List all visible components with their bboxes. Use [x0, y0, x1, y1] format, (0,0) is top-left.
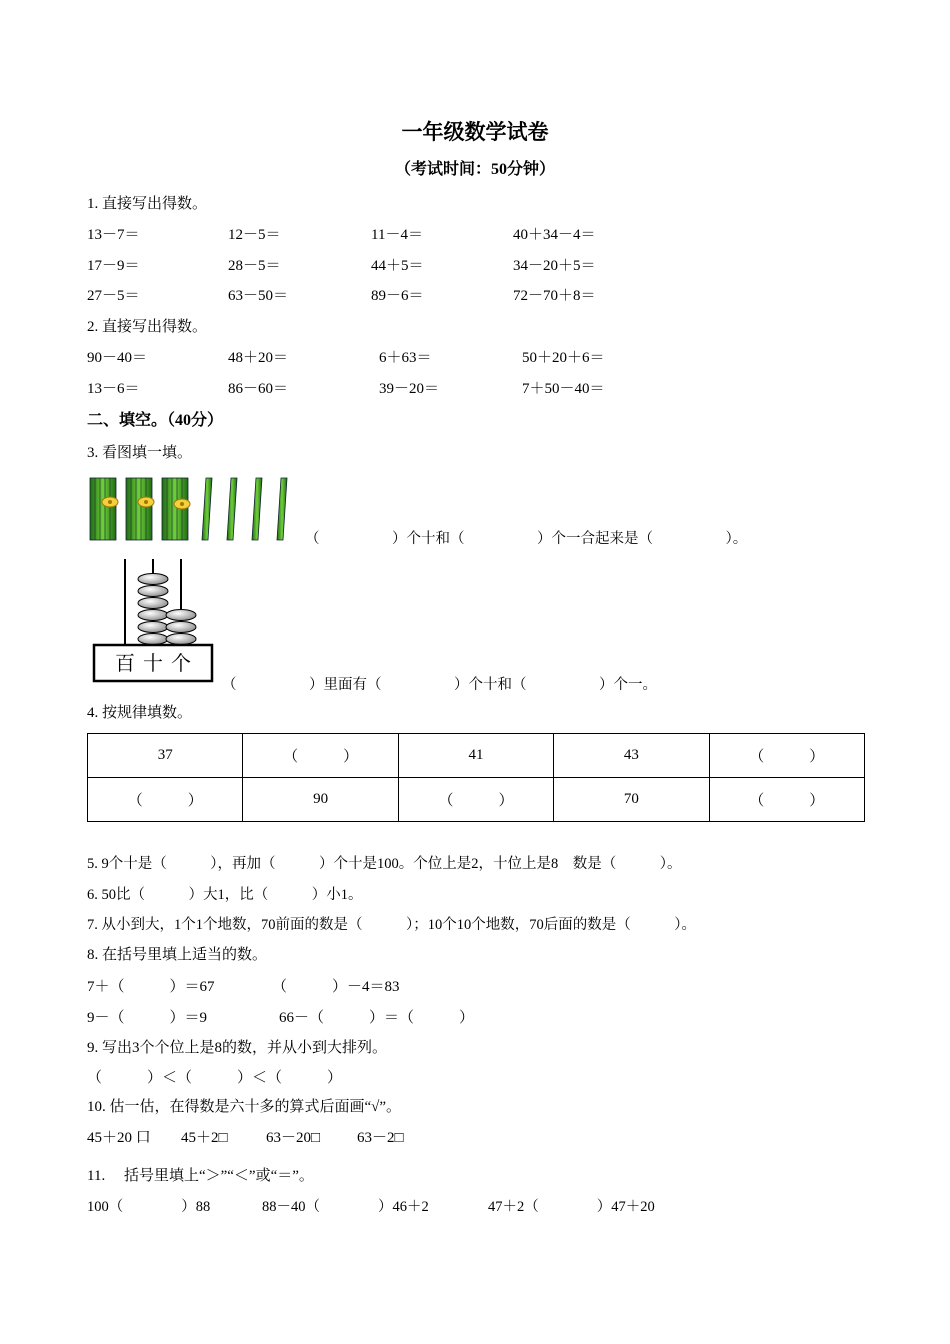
section-heading: 二、填空。（40分） — [87, 412, 224, 429]
abacus-illustration — [92, 557, 214, 684]
q9-answer: （ ）＜（ ）＜（ ） — [87, 1070, 343, 1086]
q2-label: 2. 直接写出得数。 — [87, 319, 208, 335]
q2-item: 13－6＝ — [87, 381, 140, 397]
table-cell: （ ） — [709, 778, 864, 822]
q11-item: 47＋2（ ）47＋20 — [488, 1199, 655, 1215]
table-cell: （ ） — [88, 778, 243, 822]
abacus-bead-icon — [138, 574, 196, 645]
q1-item: 13－7＝ — [87, 227, 140, 243]
page-title: 一年级数学试卷 — [401, 120, 549, 144]
abacus-label: 十 — [143, 651, 163, 675]
q1-label: 1. 直接写出得数。 — [87, 196, 208, 212]
q3-abacus-answer: （ ）里面有（ ）个十和（ ）个一。 — [222, 677, 657, 693]
q3-sticks-answer: （ ）个十和（ ）个一合起来是（ ）。 — [305, 531, 748, 547]
q10-item: 45＋2□ — [181, 1130, 228, 1146]
q2-item: 7＋50－40＝ — [522, 381, 605, 397]
q10-item: 63－20□ — [266, 1130, 321, 1146]
q10-label: 10. 估一估，在得数是六十多的算式后面画“√”。 — [87, 1099, 402, 1115]
q1-item: 17－9＝ — [87, 258, 140, 274]
table-cell: （ ） — [398, 778, 553, 822]
q9-label: 9. 写出3个个位上是8的数，并从小到大排列。 — [87, 1040, 388, 1056]
page-subtitle: （考试时间：50分钟） — [394, 161, 555, 178]
q10-item: 45＋20 口 — [87, 1130, 151, 1146]
q11-item: 100（ ）88 — [87, 1199, 211, 1215]
single-stick-icon — [277, 478, 287, 540]
table-cell: （ ） — [243, 734, 398, 778]
q1-item: 28－5＝ — [228, 258, 281, 274]
q2-item: 90－40＝ — [87, 350, 148, 366]
table-cell: 41 — [398, 734, 553, 778]
single-stick-icon — [202, 478, 212, 540]
q2-item: 6＋63＝ — [379, 350, 432, 366]
single-stick-icon — [227, 478, 237, 540]
q2-item: 86－60＝ — [228, 381, 289, 397]
q8-item: （ ）－4＝83 — [272, 979, 400, 995]
table-row — [88, 734, 865, 778]
stick-bundle-icon — [126, 478, 154, 540]
q8-label: 8. 在括号里填上适当的数。 — [87, 947, 268, 963]
q1-item: 11－4＝ — [371, 227, 423, 243]
q1-item: 44＋5＝ — [371, 258, 424, 274]
q4-label: 4. 按规律填数。 — [87, 705, 193, 721]
q1-item: 34－20＋5＝ — [513, 258, 596, 274]
q2-item: 48＋20＝ — [228, 350, 289, 366]
table-cell: 37 — [88, 734, 243, 778]
sticks-illustration — [88, 474, 298, 546]
q11-item: 88－40（ ）46＋2 — [262, 1199, 429, 1215]
q10-item: 63－2□ — [357, 1130, 404, 1146]
table-cell: 43 — [554, 734, 709, 778]
q1-item: 72－70＋8＝ — [513, 288, 596, 304]
q2-item: 50＋20＋6＝ — [522, 350, 605, 366]
sequence-table — [87, 733, 865, 822]
stick-bundle-icon — [162, 478, 190, 540]
q7-text: 7. 从小到大，1个1个地数，70前面的数是（ ）；10个10个地数，70后面的数是（ ）。 — [87, 917, 696, 933]
table-cell: 90 — [243, 778, 398, 822]
q3-label: 3. 看图填一填。 — [87, 445, 193, 461]
single-stick-icon — [252, 478, 262, 540]
stick-bundle-icon — [90, 478, 118, 540]
q2-item: 39－20＝ — [379, 381, 440, 397]
q1-item: 27－5＝ — [87, 288, 140, 304]
table-row — [88, 778, 865, 822]
table-cell: 70 — [554, 778, 709, 822]
abacus-label: 个 — [171, 651, 191, 675]
q8-item: 9－（ ）＝9 — [87, 1010, 208, 1026]
q8-item: 66－（ ）＝（ ） — [279, 1010, 475, 1026]
q11-label: 11. 括号里填上“＞”“＜”或“＝”。 — [87, 1168, 314, 1184]
q1-item: 12－5＝ — [228, 227, 281, 243]
q8-item: 7＋（ ）＝67 — [87, 979, 215, 995]
q5-text: 5. 9个十是（ ），再加（ ）个十是100。个位上是2，十位上是8 数是（ ）。 — [87, 856, 682, 872]
table-cell: （ ） — [709, 734, 864, 778]
abacus-label: 百 — [115, 651, 135, 675]
q1-item: 63－50＝ — [228, 288, 289, 304]
q1-item: 40＋34－4＝ — [513, 227, 596, 243]
q6-text: 6. 50比（ ）大1，比（ ）小1。 — [87, 887, 363, 903]
q1-item: 89－6＝ — [371, 288, 424, 304]
